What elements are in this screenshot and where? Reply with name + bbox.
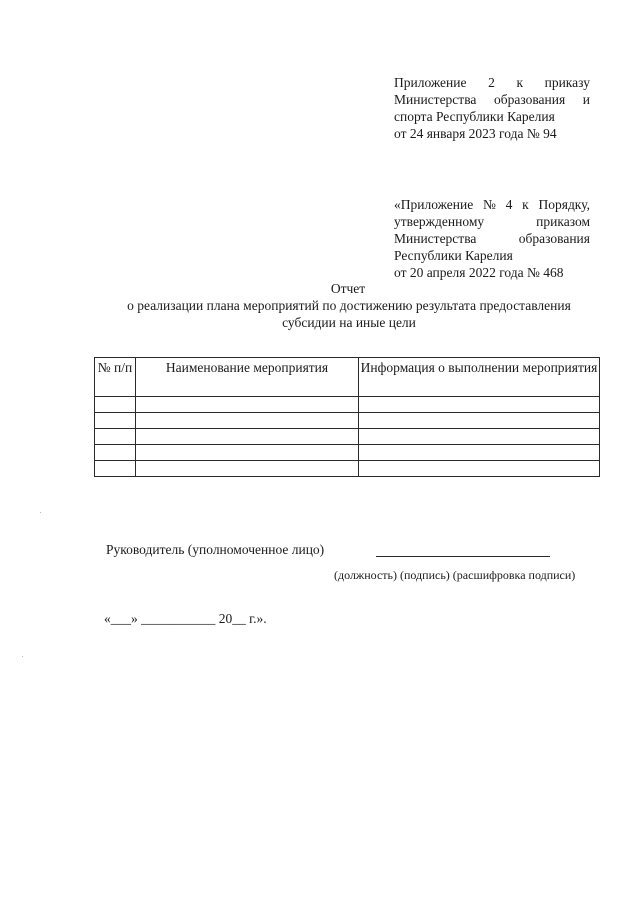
header-word: 4 [505,197,513,212]
execution-info-cell [359,429,600,445]
activities-table [94,357,600,477]
appendix2-line: от 24 января 2023 года № 94 [394,126,557,141]
header-word: № [482,197,496,212]
header-activity-name: Наименование мероприятия [136,358,359,397]
header-word: к [522,197,529,212]
number-cell [95,397,136,413]
report-subtitle-line-1: о реализации плана мероприятий по достижению результата предоставления [127,298,571,313]
appendix4-line: от 20 апреля 2022 года № 468 [394,265,564,280]
appendix4-line: Республики Карелия [394,248,513,263]
table-row [95,445,600,461]
header-word: «Приложение [394,197,474,212]
activity-name-cell [136,461,359,477]
number-cell [95,461,136,477]
header-word: образования [518,231,590,246]
execution-info-cell [359,461,600,477]
header-word: и [582,92,590,107]
header-number: № п/п [95,358,136,397]
activity-name-cell [136,397,359,413]
table-row [95,413,600,429]
header-word: утвержденному [394,214,485,229]
number-cell [95,413,136,429]
date-line: «___» ___________ 20__ г.». [104,611,267,626]
signature-line [376,556,550,557]
signature-caption: (должность) (подпись) (расшифровка подписи) [334,568,576,582]
header-word: Приложение [394,75,467,90]
header-word: Министерства [394,231,477,246]
table-row [95,397,600,413]
header-word: приказу [544,75,590,90]
execution-info-cell [359,445,600,461]
activity-name-cell [136,413,359,429]
activity-name-cell [136,429,359,445]
header-word: Порядку, [538,197,590,212]
header-word: к [516,75,523,90]
header-execution-info: Информация о выполнении мероприятия [359,358,600,397]
header-word: образования [493,92,566,107]
table-header-row [95,358,600,397]
appendix2-line [394,74,590,91]
appendix2-line [394,91,590,108]
report-subtitle [100,297,598,331]
report-title: Отчет [330,281,366,296]
activity-name-cell [136,445,359,461]
appendix4-line [394,213,590,230]
number-cell [95,429,136,445]
appendix2-line: спорта Республики Карелия [394,109,555,124]
header-word: приказом [536,214,590,229]
appendix-2-header [394,74,590,142]
scan-speck [22,656,23,657]
table-row [95,429,600,445]
scan-speck [40,512,41,513]
header-word: 2 [488,75,495,90]
execution-info-cell [359,397,600,413]
header-word: Министерства [394,92,477,107]
execution-info-cell [359,413,600,429]
appendix4-line [394,196,590,213]
table-row [95,461,600,477]
number-cell [95,445,136,461]
leader-label: Руководитель (уполномоченное лицо) [106,542,325,557]
report-subtitle-line-2: субсидии на иные цели [282,315,416,330]
appendix-4-header [394,196,590,281]
appendix4-line [394,230,590,247]
